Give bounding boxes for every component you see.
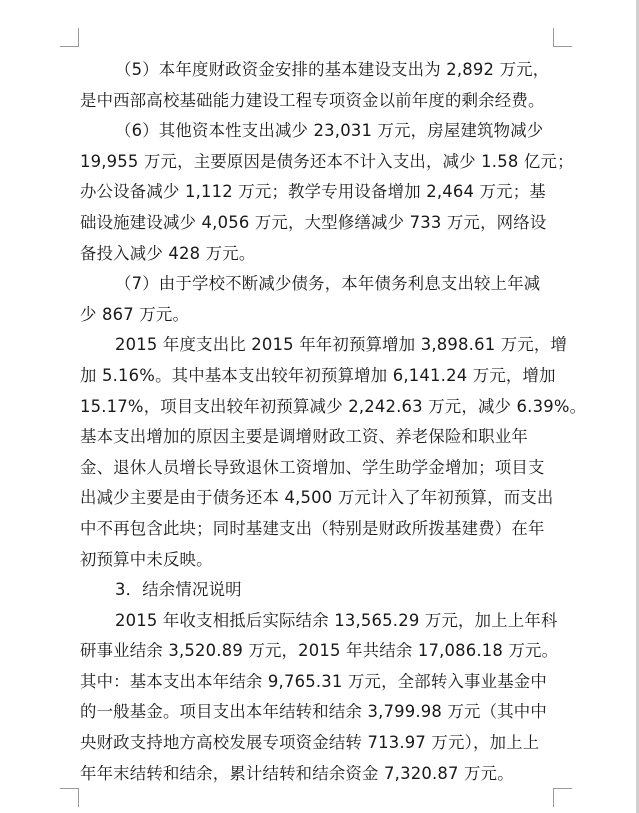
- text-line: 金、退休人员增长导致退休工资增加、学生助学金增加；项目支: [80, 457, 545, 477]
- text-line: 2015 年度支出比 2015 年年初预算增加 3,898.61 万元，增: [115, 335, 568, 355]
- text-line: 出减少主要是由于债务还本 4,500 万元计入了年初预算，而支出: [80, 488, 554, 508]
- paragraph-capital-construction: [80, 55, 554, 116]
- text-line: （6）其他资本性支出减少 23,031 万元，房屋建筑物减少: [115, 121, 544, 141]
- heading-text: 3．结余情况说明: [115, 580, 242, 600]
- text-line: 办公设备减少 1,112 万元；教学专用设备增加 2,464 万元；基: [80, 182, 546, 202]
- paragraph-budget-comparison: [80, 330, 587, 575]
- text-line: 础设施建设减少 4,056 万元，大型修缮减少 733 万元，网络设: [80, 212, 547, 232]
- crop-mark-top-left: [60, 28, 79, 47]
- paragraph-debt-interest: [80, 269, 554, 330]
- text-line: 初预算中未反映。: [80, 549, 213, 569]
- text-line: 19,955 万元，主要原因是债务还本不计入支出，减少 1.58 亿元；: [80, 151, 574, 171]
- text-line: 备投入减少 428 万元。: [80, 243, 256, 263]
- text-line: 少 867 万元。: [80, 304, 190, 324]
- text-line: 2015 年收支相抵后实际结余 13,565.29 万元，加上上年科: [115, 610, 558, 630]
- text-line: 年年末结转和结余，累计结转和结余资金 7,320.87 万元。: [80, 763, 514, 783]
- text-line: 的一般基金。项目支出本年结转和结余 3,799.98 万元（其中中: [80, 702, 547, 722]
- paragraph-other-capital: [80, 116, 574, 269]
- text-line: 是中西部高校基础能力建设工程专项资金以前年度的剩余经费。: [80, 90, 545, 110]
- paragraph-surplus-details: [80, 606, 559, 790]
- text-line: 研事业结余 3,520.89 万元，2015 年共结余 17,086.18 万元。: [80, 641, 559, 661]
- text-line: 基本支出增加的原因主要是调增财政工资、养老保险和职业年: [80, 427, 528, 447]
- text-line: 央财政支持地方高校发展专项资金结转 713.97 万元），加上上: [80, 733, 540, 753]
- text-line: 其中：基本支出本年结余 9,765.31 万元，全部转入事业基金中: [80, 671, 547, 691]
- text-line: 15.17%，项目支出较年初预算减少 2,242.63 万元，减少 6.39%。: [80, 396, 587, 416]
- section-heading-surplus: [80, 575, 554, 606]
- text-line: 加 5.16%。其中基本支出较年初预算增加 6,141.24 万元，增加: [80, 365, 556, 385]
- text-line: （5）本年度财政资金安排的基本建设支出为 2,892 万元，: [115, 60, 550, 79]
- crop-mark-top-right: [553, 28, 572, 47]
- text-line: （7）由于学校不断减少债务，本年债务利息支出较上年减: [115, 274, 541, 294]
- document-body: [80, 55, 587, 789]
- crop-mark-bottom-left: [60, 788, 79, 807]
- crop-mark-bottom-right: [553, 788, 572, 807]
- text-line: 中不再包含此块；同时基建支出（特别是财政所拨基建费）在年: [80, 518, 545, 538]
